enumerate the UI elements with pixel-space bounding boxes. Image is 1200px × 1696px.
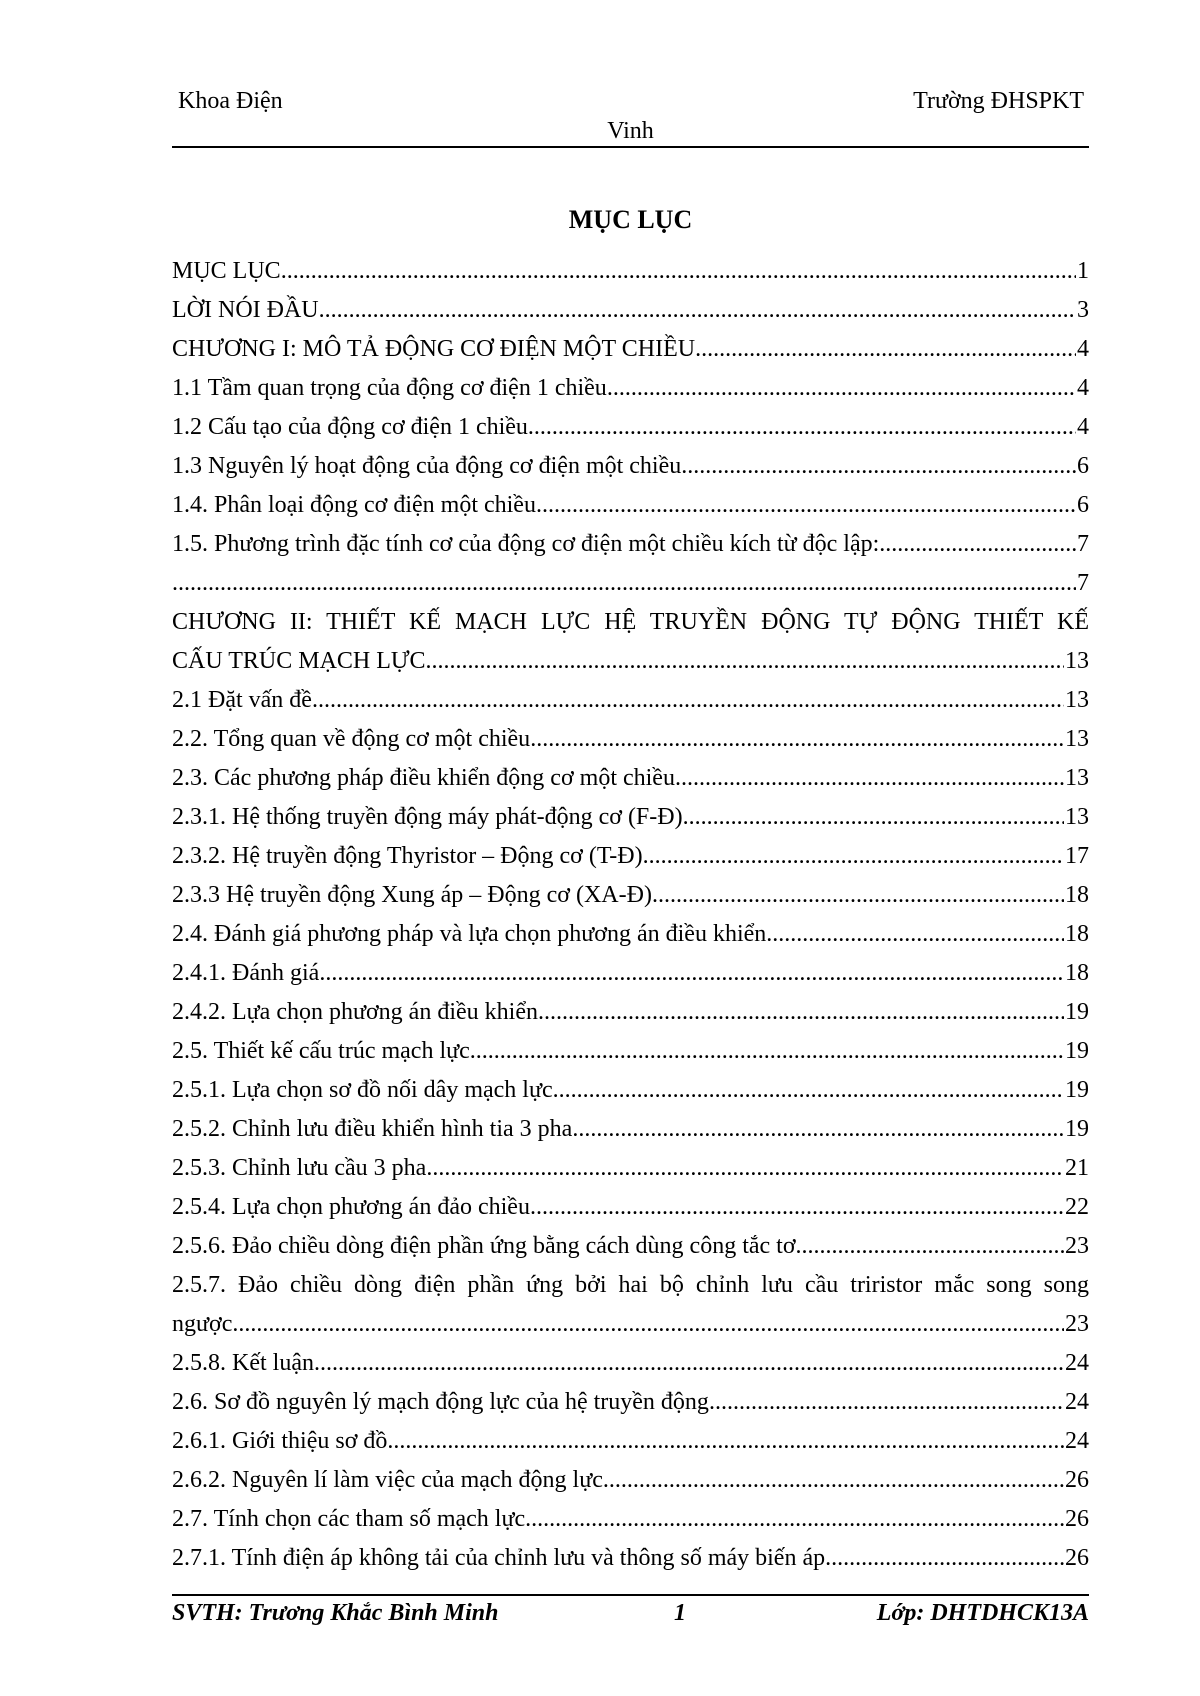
toc-entry[interactable] [172, 252, 1089, 291]
toc-leader-dots [825, 1539, 1064, 1578]
toc-entry-label: CHƯƠNG II: THIẾT KẾ MẠCH LỰC HỆ TRUYỀN ĐỘNG TỰ ĐỘNG THIẾT KẾ [172, 609, 1089, 635]
toc-entry[interactable] [172, 564, 1089, 603]
toc-entry[interactable] [172, 603, 1089, 642]
toc-entry-page: 19 [1065, 1116, 1089, 1142]
toc-leader-dots [426, 642, 1064, 681]
toc-leader-dots [319, 291, 1076, 330]
toc-entry-page: 13 [1065, 804, 1089, 830]
toc-entry-page: 4 [1077, 336, 1089, 362]
toc-entry-page: 13 [1065, 687, 1089, 713]
toc-entry[interactable] [172, 1071, 1089, 1110]
toc-entry-label: 2.5. Thiết kế cấu trúc mạch lực [172, 1038, 470, 1064]
toc-entry[interactable] [172, 1422, 1089, 1461]
toc-entry-label: ngược [172, 1311, 233, 1337]
toc-entry-label: 2.5.2. Chỉnh lưu điều khiển hình tia 3 pha [172, 1116, 573, 1142]
toc-entry-label: 1.1 Tầm quan trọng của động cơ điện 1 chiều [172, 375, 607, 401]
toc-entry-page: 26 [1065, 1545, 1089, 1571]
toc-leader-dots [312, 681, 1064, 720]
toc-entry-label: 2.4.1. Đánh giá [172, 960, 320, 986]
toc-leader-dots [525, 1500, 1064, 1539]
toc-leader-dots [314, 1344, 1064, 1383]
toc-entry-label: 2.1 Đặt vấn đề [172, 687, 312, 713]
toc-entry-page: 17 [1065, 843, 1089, 869]
footer-page-number: 1 [674, 1600, 686, 1626]
toc-entry[interactable] [172, 525, 1089, 564]
toc-entry-label: 2.7. Tính chọn các tham số mạch lực [172, 1506, 526, 1532]
toc-leader-dots [607, 369, 1076, 408]
toc-entry-page: 24 [1065, 1350, 1089, 1376]
toc-entry-page: 13 [1065, 765, 1089, 791]
toc-entry-label: 2.7.1. Tính điện áp không tải của chỉnh lưu và thông số máy biến áp [172, 1545, 826, 1571]
toc-leader-dots [652, 876, 1064, 915]
toc-entry[interactable] [172, 1266, 1089, 1305]
toc-leader-dots [319, 954, 1064, 993]
toc-leader-dots [232, 1305, 1064, 1344]
toc-entry-page: 4 [1077, 414, 1089, 440]
toc-entry-page: 7 [1077, 531, 1089, 557]
toc-entry-page: 18 [1065, 882, 1089, 908]
toc-entry-label: 1.4. Phân loại động cơ điện một chiều [172, 492, 536, 518]
toc-leader-dots [572, 1110, 1064, 1149]
toc-entry-label: 2.5.3. Chỉnh lưu cầu 3 pha [172, 1155, 427, 1181]
toc-entry-page: 1 [1077, 258, 1089, 284]
toc-entry[interactable] [172, 486, 1089, 525]
footer-student: SVTH: Trương Khắc Bình Minh [172, 1600, 499, 1626]
toc-entry[interactable] [172, 642, 1089, 681]
toc-entry-page: 19 [1065, 1077, 1089, 1103]
toc-leader-dots [681, 447, 1076, 486]
toc-entry-page: 13 [1065, 648, 1089, 674]
toc-leader-dots [538, 993, 1064, 1032]
toc-leader-dots [603, 1461, 1064, 1500]
toc-entry[interactable] [172, 681, 1089, 720]
toc-leader-dots [796, 1227, 1064, 1266]
toc-entry-label: 2.2. Tổng quan về động cơ một chiều [172, 726, 531, 752]
toc-entry[interactable] [172, 876, 1089, 915]
toc-leader-dots [879, 525, 1076, 564]
toc-entry-page: 21 [1065, 1155, 1089, 1181]
toc-leader-dots [426, 1149, 1064, 1188]
toc-entry[interactable] [172, 1461, 1089, 1500]
toc-leader-dots [528, 408, 1076, 447]
toc-entry-page: 19 [1065, 1038, 1089, 1064]
toc-entry-page: 24 [1065, 1389, 1089, 1415]
header-faculty: Khoa Điện [178, 88, 283, 114]
toc-leader-dots [683, 798, 1064, 837]
toc-entry[interactable] [172, 837, 1089, 876]
toc-entry-label: LỜI NÓI ĐẦU [172, 297, 319, 323]
toc-entry[interactable] [172, 993, 1089, 1032]
toc-entry-page: 4 [1077, 375, 1089, 401]
toc-entry-page: 3 [1077, 297, 1089, 323]
toc-entry-label: 2.5.4. Lựa chọn phương án đảo chiều [172, 1194, 530, 1220]
toc-entry[interactable] [172, 1344, 1089, 1383]
toc-entry[interactable] [172, 1227, 1089, 1266]
toc-entry-label: 2.6.2. Nguyên lí làm việc của mạch động lực [172, 1467, 603, 1493]
toc-leader-dots [553, 1071, 1064, 1110]
toc-leader-dots [387, 1422, 1064, 1461]
toc-entry[interactable] [172, 1383, 1089, 1422]
toc-leader-dots [470, 1032, 1064, 1071]
document-page [172, 0, 1089, 1696]
toc-entry-page: 18 [1065, 921, 1089, 947]
toc-entry[interactable] [172, 1539, 1089, 1578]
toc-entry-page: 7 [1077, 570, 1089, 596]
toc-entry[interactable] [172, 408, 1089, 447]
toc-entry[interactable] [172, 1500, 1089, 1539]
toc-entry-page: 23 [1065, 1311, 1089, 1337]
toc-entry[interactable] [172, 1305, 1089, 1344]
toc-entry-label: 1.2 Cấu tạo của động cơ điện 1 chiều [172, 414, 528, 440]
toc-entry-label: 2.5.8. Kết luận [172, 1350, 314, 1376]
toc-entry-label: 1.3 Nguyên lý hoạt động của động cơ điện một chiều [172, 453, 682, 479]
toc-entry-page: 24 [1065, 1428, 1089, 1454]
toc-leader-dots [530, 1188, 1064, 1227]
toc-entry-label: 2.3. Các phương pháp điều khiển động cơ một chiều [172, 765, 675, 791]
toc-entry-page: 23 [1065, 1233, 1089, 1259]
toc-entry[interactable] [172, 720, 1089, 759]
toc-entry[interactable] [172, 369, 1089, 408]
toc-entry[interactable] [172, 954, 1089, 993]
toc-entry-page: 26 [1065, 1506, 1089, 1532]
toc-leader-dots [172, 564, 1076, 603]
footer-divider [172, 1594, 1089, 1596]
toc-entry[interactable] [172, 1032, 1089, 1071]
toc-entry-label: 2.3.3 Hệ truyền động Xung áp – Động cơ (XA-Đ) [172, 882, 652, 908]
page-header [172, 80, 1089, 150]
toc-entry-label: 2.6. Sơ đồ nguyên lý mạch động lực của hệ truyền động [172, 1389, 709, 1415]
toc-entry-label: 2.4. Đánh giá phương pháp và lựa chọn phương án điều khiển [172, 921, 767, 947]
toc-entry-label: 2.5.7. Đảo chiều dòng điện phần ứng bởi hai bộ chỉnh lưu cầu triristor mắc song song [172, 1272, 1089, 1298]
toc-entry-label: 2.4.2. Lựa chọn phương án điều khiển [172, 999, 538, 1025]
toc-entry-label: 1.5. Phương trình đặc tính cơ của động cơ điện một chiều kích từ độc lập: [172, 531, 880, 557]
toc-entry-label: 2.5.6. Đảo chiều dòng điện phần ứng bằng cách dùng công tắc tơ [172, 1233, 796, 1259]
toc-leader-dots [536, 486, 1076, 525]
footer-class: Lớp: DHTDHCK13A [876, 1600, 1089, 1626]
toc-entry-label: 2.3.1. Hệ thống truyền động máy phát-động cơ (F-Đ) [172, 804, 683, 830]
toc-entry[interactable] [172, 1188, 1089, 1227]
toc-entry-label: 2.5.1. Lựa chọn sơ đồ nối dây mạch lực [172, 1077, 553, 1103]
toc-leader-dots [530, 720, 1064, 759]
toc-leader-dots [643, 837, 1064, 876]
table-of-contents [172, 252, 1089, 1578]
toc-leader-dots [766, 915, 1064, 954]
toc-entry-label: 2.6.1. Giới thiệu sơ đồ [172, 1428, 388, 1454]
toc-entry[interactable] [172, 759, 1089, 798]
toc-entry-page: 18 [1065, 960, 1089, 986]
toc-entry-label: MỤC LỤC [172, 258, 281, 284]
toc-entry-page: 6 [1077, 492, 1089, 518]
header-university: Trường ĐHSPKT [913, 88, 1084, 114]
toc-entry-page: 19 [1065, 999, 1089, 1025]
toc-leader-dots [281, 252, 1076, 291]
toc-entry[interactable] [172, 447, 1089, 486]
toc-leader-dots [675, 759, 1064, 798]
toc-entry[interactable] [172, 291, 1089, 330]
toc-entry[interactable] [172, 1110, 1089, 1149]
toc-entry-label: CHƯƠNG I: MÔ TẢ ĐỘNG CƠ ĐIỆN MỘT CHIỀU [172, 336, 696, 362]
toc-leader-dots [695, 330, 1076, 369]
header-divider [172, 146, 1089, 148]
toc-entry-page: 6 [1077, 453, 1089, 479]
toc-title: MỤC LỤC [568, 205, 693, 234]
toc-entry-page: 22 [1065, 1194, 1089, 1220]
page-footer [172, 1600, 1089, 1636]
header-city: Vinh [607, 118, 654, 144]
toc-entry[interactable] [172, 915, 1089, 954]
toc-entry[interactable] [172, 330, 1089, 369]
toc-entry[interactable] [172, 1149, 1089, 1188]
toc-leader-dots [709, 1383, 1064, 1422]
toc-entry[interactable] [172, 798, 1089, 837]
toc-entry-page: 13 [1065, 726, 1089, 752]
toc-entry-label: 2.3.2. Hệ truyền động Thyristor – Động cơ (T-Đ) [172, 843, 643, 869]
toc-entry-page: 26 [1065, 1467, 1089, 1493]
toc-entry-label: CẤU TRÚC MẠCH LỰC [172, 648, 426, 674]
